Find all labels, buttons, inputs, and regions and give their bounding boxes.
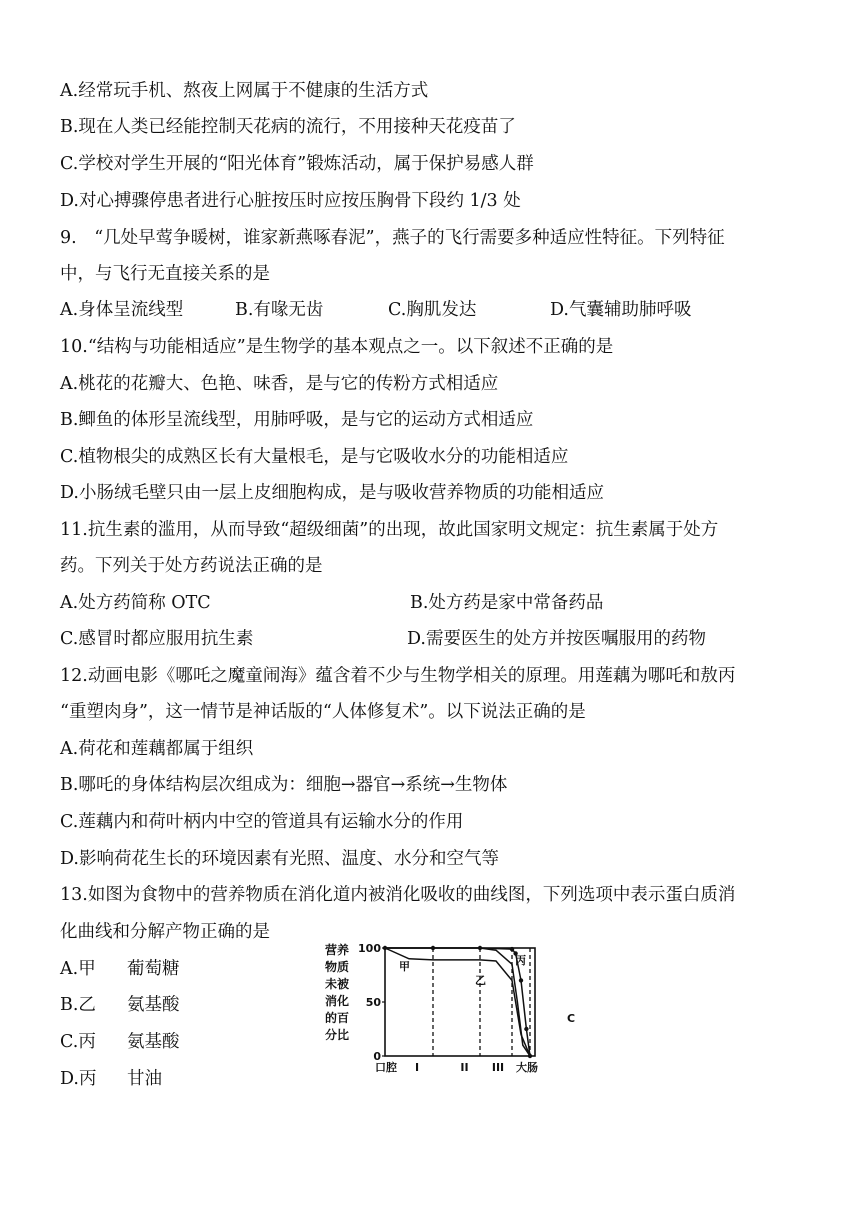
option-13d (60, 1067, 260, 1091)
option-8a: A.经常玩手机、熬夜上网属于不健康的生活方式 (60, 81, 429, 101)
option-12c: C.莲藕内和荷叶柄内中空的管道具有运输水分的作用 (60, 812, 464, 832)
y-tick-label: 0 (373, 1050, 381, 1063)
question-10-stem: 10.“结构与功能相适应”是生物学的基本观点之一。以下叙述不正确的是 (60, 337, 614, 357)
series-point (510, 947, 514, 951)
option-13b-letter: B.乙 (60, 995, 96, 1015)
x-category-label: II (460, 1061, 469, 1074)
option-12d: D.影响荷花生长的环境因素有光照、温度、水分和空气等 (60, 849, 499, 869)
x-category-label: 大肠 (516, 1061, 538, 1074)
x-category-label: III (491, 1061, 505, 1074)
option-11a: A.处方药简称 OTC (60, 593, 211, 613)
y-axis-label-line: 未被 (325, 977, 350, 991)
option-9b: B.有喙无齿 (235, 300, 324, 320)
series-point (383, 946, 387, 950)
y-axis-label-line: 营养 (325, 943, 350, 957)
option-13b-answer: 氨基酸 (127, 995, 180, 1015)
x-category-label: 口腔 (375, 1061, 397, 1074)
y-tick-label: 100 (358, 942, 381, 955)
option-11b: B.处方药是家中常备药品 (410, 593, 604, 613)
y-axis-label-line: 分比 (325, 1028, 350, 1042)
series-label: 甲 (399, 960, 410, 973)
option-10b: B.鲫鱼的体形呈流线型，用肺呼吸，是与它的运动方式相适应 (60, 410, 534, 430)
series-point (524, 1027, 528, 1031)
option-13a-answer: 葡萄糖 (127, 959, 180, 979)
option-12a: A.荷花和莲藕都属于组织 (60, 739, 254, 759)
question-9-stem-cont: 中，与飞行无直接关系的是 (60, 264, 270, 284)
question-13-stem: 13.如图为食物中的营养物质在消化道内被消化吸收的曲线图，下列选项中表示蛋白质消 (60, 885, 736, 905)
option-13d-answer: 甘油 (127, 1069, 162, 1089)
digestion-chart-svg (325, 940, 580, 1090)
option-8c: C.学校对学生开展的“阳光体育”锻炼活动，属于保护易感人群 (60, 154, 534, 174)
option-13c-answer: 氨基酸 (127, 1032, 180, 1052)
digestion-chart (325, 940, 580, 1090)
series-label: 乙 (475, 974, 486, 987)
option-11c: C.感冒时都应服用抗生素 (60, 629, 254, 649)
option-13a (60, 957, 260, 981)
option-8b: B.现在人类已经能控制天花病的流行，不用接种天花疫苗了 (60, 117, 516, 137)
option-9a: A.身体呈流线型 (60, 300, 184, 320)
y-tick-label: 50 (365, 996, 381, 1009)
option-13c-letter: C.丙 (60, 1032, 96, 1052)
option-10a: A.桃花的花瓣大、色艳、味香，是与它的传粉方式相适应 (60, 374, 499, 394)
series-label: 丙 (515, 954, 526, 967)
question-13-stem-cont: 化曲线和分解产物正确的是 (60, 922, 270, 942)
question-11-stem: 11.抗生素的滥用，从而导致“超级细菌”的出现，故此国家明文规定：抗生素属于处方 (60, 520, 719, 540)
question-12-stem-cont: “重塑肉身”，这一情节是神话版的“人体修复术”。以下说法正确的是 (60, 702, 586, 722)
option-9d: D.气囊辅助肺呼吸 (550, 300, 692, 320)
option-10d: D.小肠绒毛壁只由一层上皮细胞构成，是与吸收营养物质的功能相适应 (60, 483, 604, 503)
question-9-stem: 9. “几处早莺争暖树，谁家新燕啄春泥”，燕子的飞行需要多种适应性特征。下列特征 (60, 228, 725, 248)
option-13c (60, 1030, 260, 1054)
question-12-stem: 12.动画电影《哪吒之魔童闹海》蕴含着不少与生物学相关的原理。用莲藕为哪吒和敖丙 (60, 666, 736, 686)
y-axis-label-line: 物质 (325, 960, 350, 974)
option-12b: B.哪吒的身体结构层次组成为：细胞→器官→系统→生物体 (60, 775, 508, 795)
question-11-options-row2 (60, 627, 800, 651)
x-category-label: I (414, 1061, 420, 1074)
option-13d-letter: D.丙 (60, 1069, 97, 1089)
y-axis-label-line: 的百 (325, 1011, 350, 1025)
series-point (478, 946, 482, 950)
option-8d: D.对心搏骤停患者进行心脏按压时应按压胸骨下段约 1/3 处 (60, 191, 521, 211)
right-side-label: C (567, 1012, 576, 1025)
series-point (431, 946, 435, 950)
series-point (519, 978, 523, 982)
question-11-options-row1 (60, 591, 800, 615)
option-9c: C.胸肌发达 (388, 300, 477, 320)
option-10c: C.植物根尖的成熟区长有大量根毛，是与它吸收水分的功能相适应 (60, 447, 569, 467)
question-9-options (60, 298, 800, 322)
series-point (528, 1054, 532, 1058)
y-axis-label-line: 消化 (325, 994, 350, 1008)
question-11-stem-cont: 药。下列关于处方药说法正确的是 (60, 556, 323, 576)
option-13a-letter: A.甲 (60, 959, 96, 979)
option-13b (60, 993, 260, 1017)
option-11d: D.需要医生的处方并按医嘱服用的药物 (407, 629, 706, 649)
